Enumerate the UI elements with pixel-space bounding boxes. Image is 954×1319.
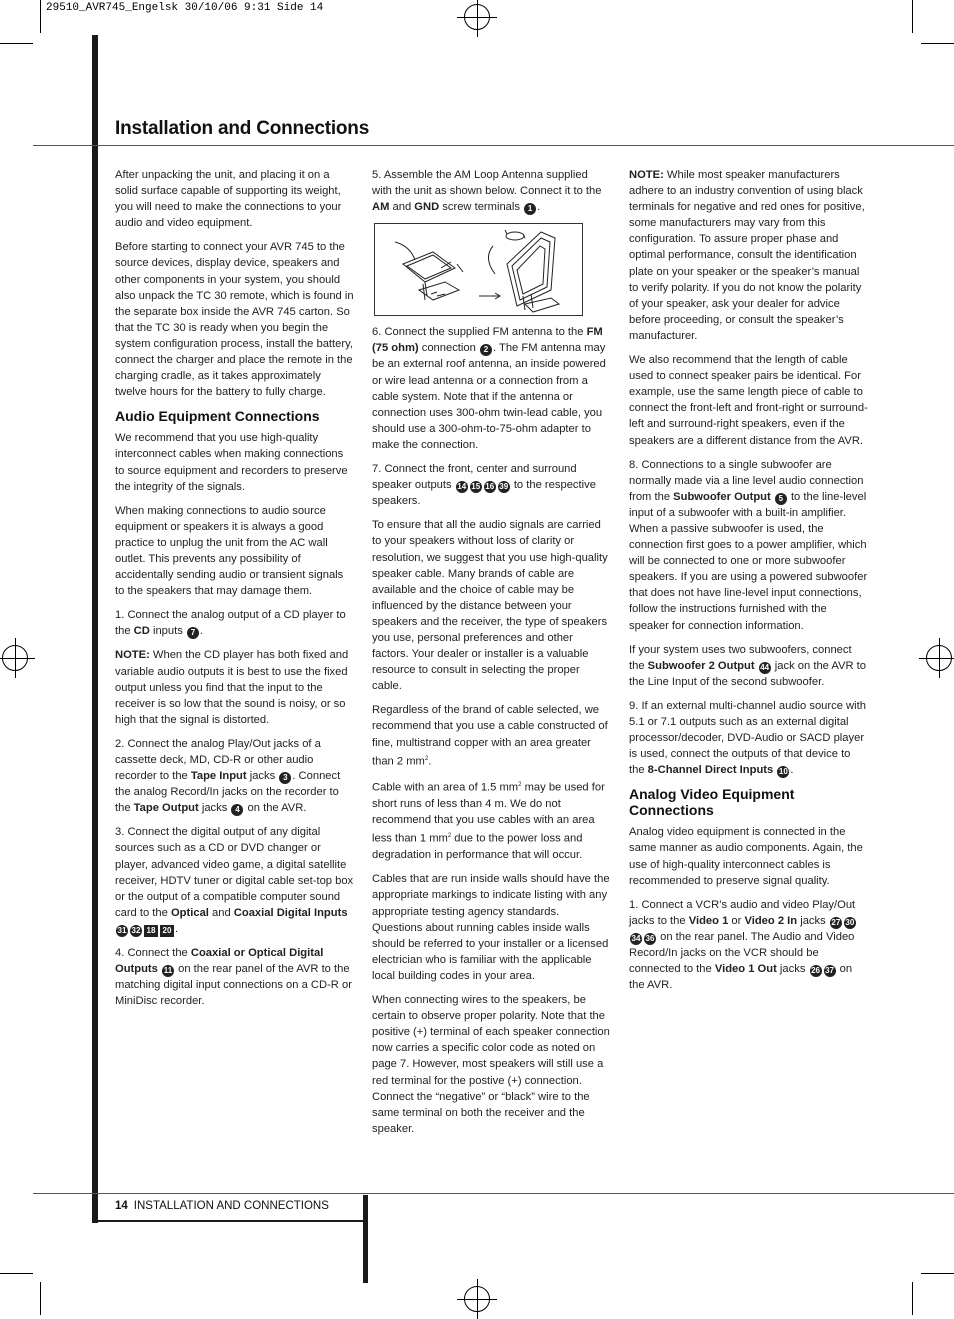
callout-number: 7	[187, 627, 199, 639]
step-1: 1. Connect the analog output of a CD player to the CD inputs 7 .	[115, 609, 346, 638]
antenna-assembly-icon	[375, 224, 584, 317]
paragraph: If your system uses two subwoofers, connect the Subwoofer 2 Output 44 jack on the AVR to the Line Input of the second subwoofer.	[629, 643, 867, 688]
left-margin-bar	[92, 35, 98, 1223]
heading-audio-equipment: Audio Equipment Connections	[115, 408, 320, 425]
callout-number: 31	[117, 925, 127, 935]
am-loop-antenna-illustration	[374, 223, 583, 316]
callout-number: 18	[144, 925, 158, 937]
callout-number: 32	[131, 925, 141, 935]
paragraph: Analog video equipment is connected in the same manner as audio components. Again, the use of high-quality interconnect cables is recommended to preserve signal quality.	[629, 826, 863, 887]
header-rule	[33, 145, 954, 146]
callout-number: 34	[631, 933, 641, 943]
callout-number: 11	[163, 966, 173, 976]
callout-number: 4	[231, 804, 243, 816]
paragraph: Before starting to connect your AVR 745 to the source devices, display device, speakers and other components in your system, you should also unpack the TC 30 remote, which is found in the separate box inside the AVR 745 carton. So that the TC 30 is ready when you begin the system configuration process, install the battery, connect the charger and place the remote in the charging cradle, as it takes approximately twelve hours for the battery to fully charge.	[115, 241, 354, 399]
callout-number: 2	[480, 344, 492, 356]
heading-analog-video: Analog Video Equipment Connections	[629, 786, 795, 819]
paragraph: Cables that are run inside walls should have the appropriate markings to indicate listing with any appropriate testing agency standards. Questions about running cables inside walls should be referred to your installer or a licensed electrician who is familiar with the applicable local building codes in your area.	[372, 873, 610, 982]
crop-mark	[921, 43, 954, 44]
column-1	[115, 167, 355, 1017]
page-title: Installation and Connections	[115, 118, 370, 139]
registration-mark-icon	[464, 1286, 490, 1312]
page-number: 14	[115, 1200, 128, 1212]
footer-section: INSTALLATION AND CONNECTIONS	[133, 1200, 329, 1212]
callout-number: 39	[499, 482, 509, 492]
registration-mark-icon	[464, 4, 490, 30]
callout-number: 3	[279, 772, 291, 784]
paragraph: Cable with an area of 1.5 $mm^2$ may be used for short runs of less than 4 m. We do not recommend that you use cables with an area less than 1 $mm^2$ due to the power loss and degradation in performance that will occur.	[372, 782, 605, 862]
print-slug: 29510_AVR745_Engelsk 30/10/06 9:31 Side 14	[46, 2, 324, 14]
crop-mark	[921, 1273, 954, 1274]
callout-number: 1	[524, 203, 536, 215]
callout-number: 37	[825, 966, 834, 976]
registration-mark-icon	[2, 645, 28, 671]
step-9: 9. If an external multi-channel audio source with 5.1 or 7.1 outputs such as an external digital processor/decoder, DVD-Audio or SACD player is used, connect the outputs of that device to the 8-Channel Direct Inputs 10 .	[629, 699, 866, 777]
step-2: 2. Connect the analog Play/Out jacks of a cassette deck, MD, CD-R or other audio recorder to the Tape Input jacks 3 . Connect the analog Record/In jacks on the recorder to the Tape Output jacks 4 on the AVR.	[115, 737, 341, 815]
callout-number: 26	[811, 966, 820, 976]
paragraph: After unpacking the unit, and placing it on a solid surface capable of supporting its weight, you will need to make the connections to your audio and video equipment.	[115, 169, 342, 230]
note: NOTE: While most speaker manufacturers adhere to an industry convention of using black terminals for negative and red ones for positive, some manufacturers may vary from this configuration. To assure proper phase and optimal performance, consult the identification plate on your speaker or the speaker’s manual to verify polarity. If you do not know the polarity of your speaker, ask your dealer for advice before proceeding, or consult the speaker’s manufacturer.	[629, 169, 865, 342]
callout-number: 36	[645, 933, 655, 943]
paragraph: When making connections to audio source equipment or speakers it is always a good practice to unplug the unit from the AC wall outlet. This prevents any possibility of accidentally sending audio or transient signals to the speakers that may damage them.	[115, 504, 344, 598]
crop-mark	[40, 0, 41, 33]
callout-number: 10	[778, 767, 788, 777]
callout-number: 14	[457, 482, 467, 492]
crop-mark	[912, 1282, 913, 1315]
crop-mark	[912, 0, 913, 33]
callout-number: 15	[471, 482, 481, 492]
footer-bar	[363, 1195, 368, 1283]
step-7: 7. Connect the front, center and surround speaker outputs 14 15 16 39 to the respective speakers.	[372, 463, 596, 508]
step-5: 5. Assemble the AM Loop Antenna supplied with the unit as shown below. Connect it to the AM and GND screw terminals 1 .	[372, 169, 602, 214]
column-3	[629, 167, 869, 1001]
paragraph: Regardless of the brand of cable selected, we recommend that you use a cable constructed of fine, multistrand copper with an area greater than 2 $mm^2$.	[372, 704, 608, 768]
step-3: 3. Connect the digital output of any digital sources such as a CD or DVD changer or player, advanced video game, a digital satellite receiver, HDTV tuner or digital cable set-top box or the output of a compatible computer sound card to the Optical and Coaxial Digital Inputs 31 32 18 20 .	[115, 826, 354, 935]
step-8: 8. Connections to a single subwoofer are normally made via a line level audio connection from the Subwoofer Output 5 to the line-level input of a subwoofer with a built-in amplifier. When a passive subwoofer is used, the connection first goes to a power amplifier, which will be connected to one or more subwoofer speakers. If you are using a powered subwoofer that does not have line-level input connections, follow the instructions furnished with the speaker for connection information.	[629, 458, 868, 632]
paragraph: To ensure that all the audio signals are carried to your speakers without loss of clarity or resolution, we suggest that you use high-quality speaker cable. Many brands of cable are available and the choice of cable may be influenced by the distance between your speakers and the receiver, the type of speakers you use, personal preferences and other factors. Your dealer or installer is a valuable resource to consult in selecting the proper cable.	[372, 519, 608, 693]
crop-mark	[0, 1273, 33, 1274]
paragraph: When connecting wires to the speakers, be certain to observe proper polarity. Note that the positive (+) terminal of each speaker connection now carries a specific color code as noted on page 7. However, most speakers will still use a red terminal for the postive (+) connection. Connect the “negative” or “black” wire to the same terminal on both the receiver and the speaker.	[372, 994, 610, 1135]
registration-mark-icon	[926, 645, 952, 671]
paragraph: We also recommend that the length of cable used to connect speaker pairs be identical. For example, use the same length piece of cable to connect the front-left and front-right or surround-left and surround-right speakers, even if the speakers are a different distance from the AVR.	[629, 354, 868, 447]
callout-number: 44	[760, 662, 770, 672]
note: NOTE: When the CD player has both fixed and variable audio outputs it is best to use the fixed output unless you find that the input to the receiver is so low that the sound is noisy, or so high that the signal is distorted.	[115, 649, 349, 726]
crop-mark	[0, 43, 33, 44]
column-2	[372, 167, 610, 1145]
callout-number: 5	[775, 493, 787, 505]
page-footer	[115, 1200, 329, 1212]
crop-mark	[40, 1282, 41, 1315]
paragraph: We recommend that you use high-quality interconnect cables when making connections to source equipment and recorders to preserve the integrity of the signals.	[115, 432, 348, 493]
step-4: 4. Connect the Coaxial or Optical Digital Outputs 11 on the rear panel of the AVR to the matching digital input connections on a CD-R or MiniDisc recorder.	[115, 947, 352, 1008]
video-step-1: 1. Connect a VCR’s audio and video Play/Out jacks to the Video 1 or Video 2 In jacks 27 3034 36 on the rear panel. The Audio and Video Record/In jacks on the VCR should be connected to the Video 1 Out jacks 26 37 on the AVR.	[629, 898, 856, 992]
callout-number: 27	[831, 917, 841, 927]
callout-number: 20	[160, 925, 174, 937]
step-6: 6. Connect the supplied FM antenna to the FM (75 ohm) connection 2 . The FM antenna may be an external roof antenna, an inside powered or wire lead antenna or a connection from a cable system. Note that if the antenna or connection uses 300-ohm twin-lead cable, you should use a 300-ohm-to-75-ohm adapter to make the connection.	[372, 326, 606, 451]
callout-number: 30	[845, 917, 855, 927]
callout-number: 16	[485, 482, 495, 492]
